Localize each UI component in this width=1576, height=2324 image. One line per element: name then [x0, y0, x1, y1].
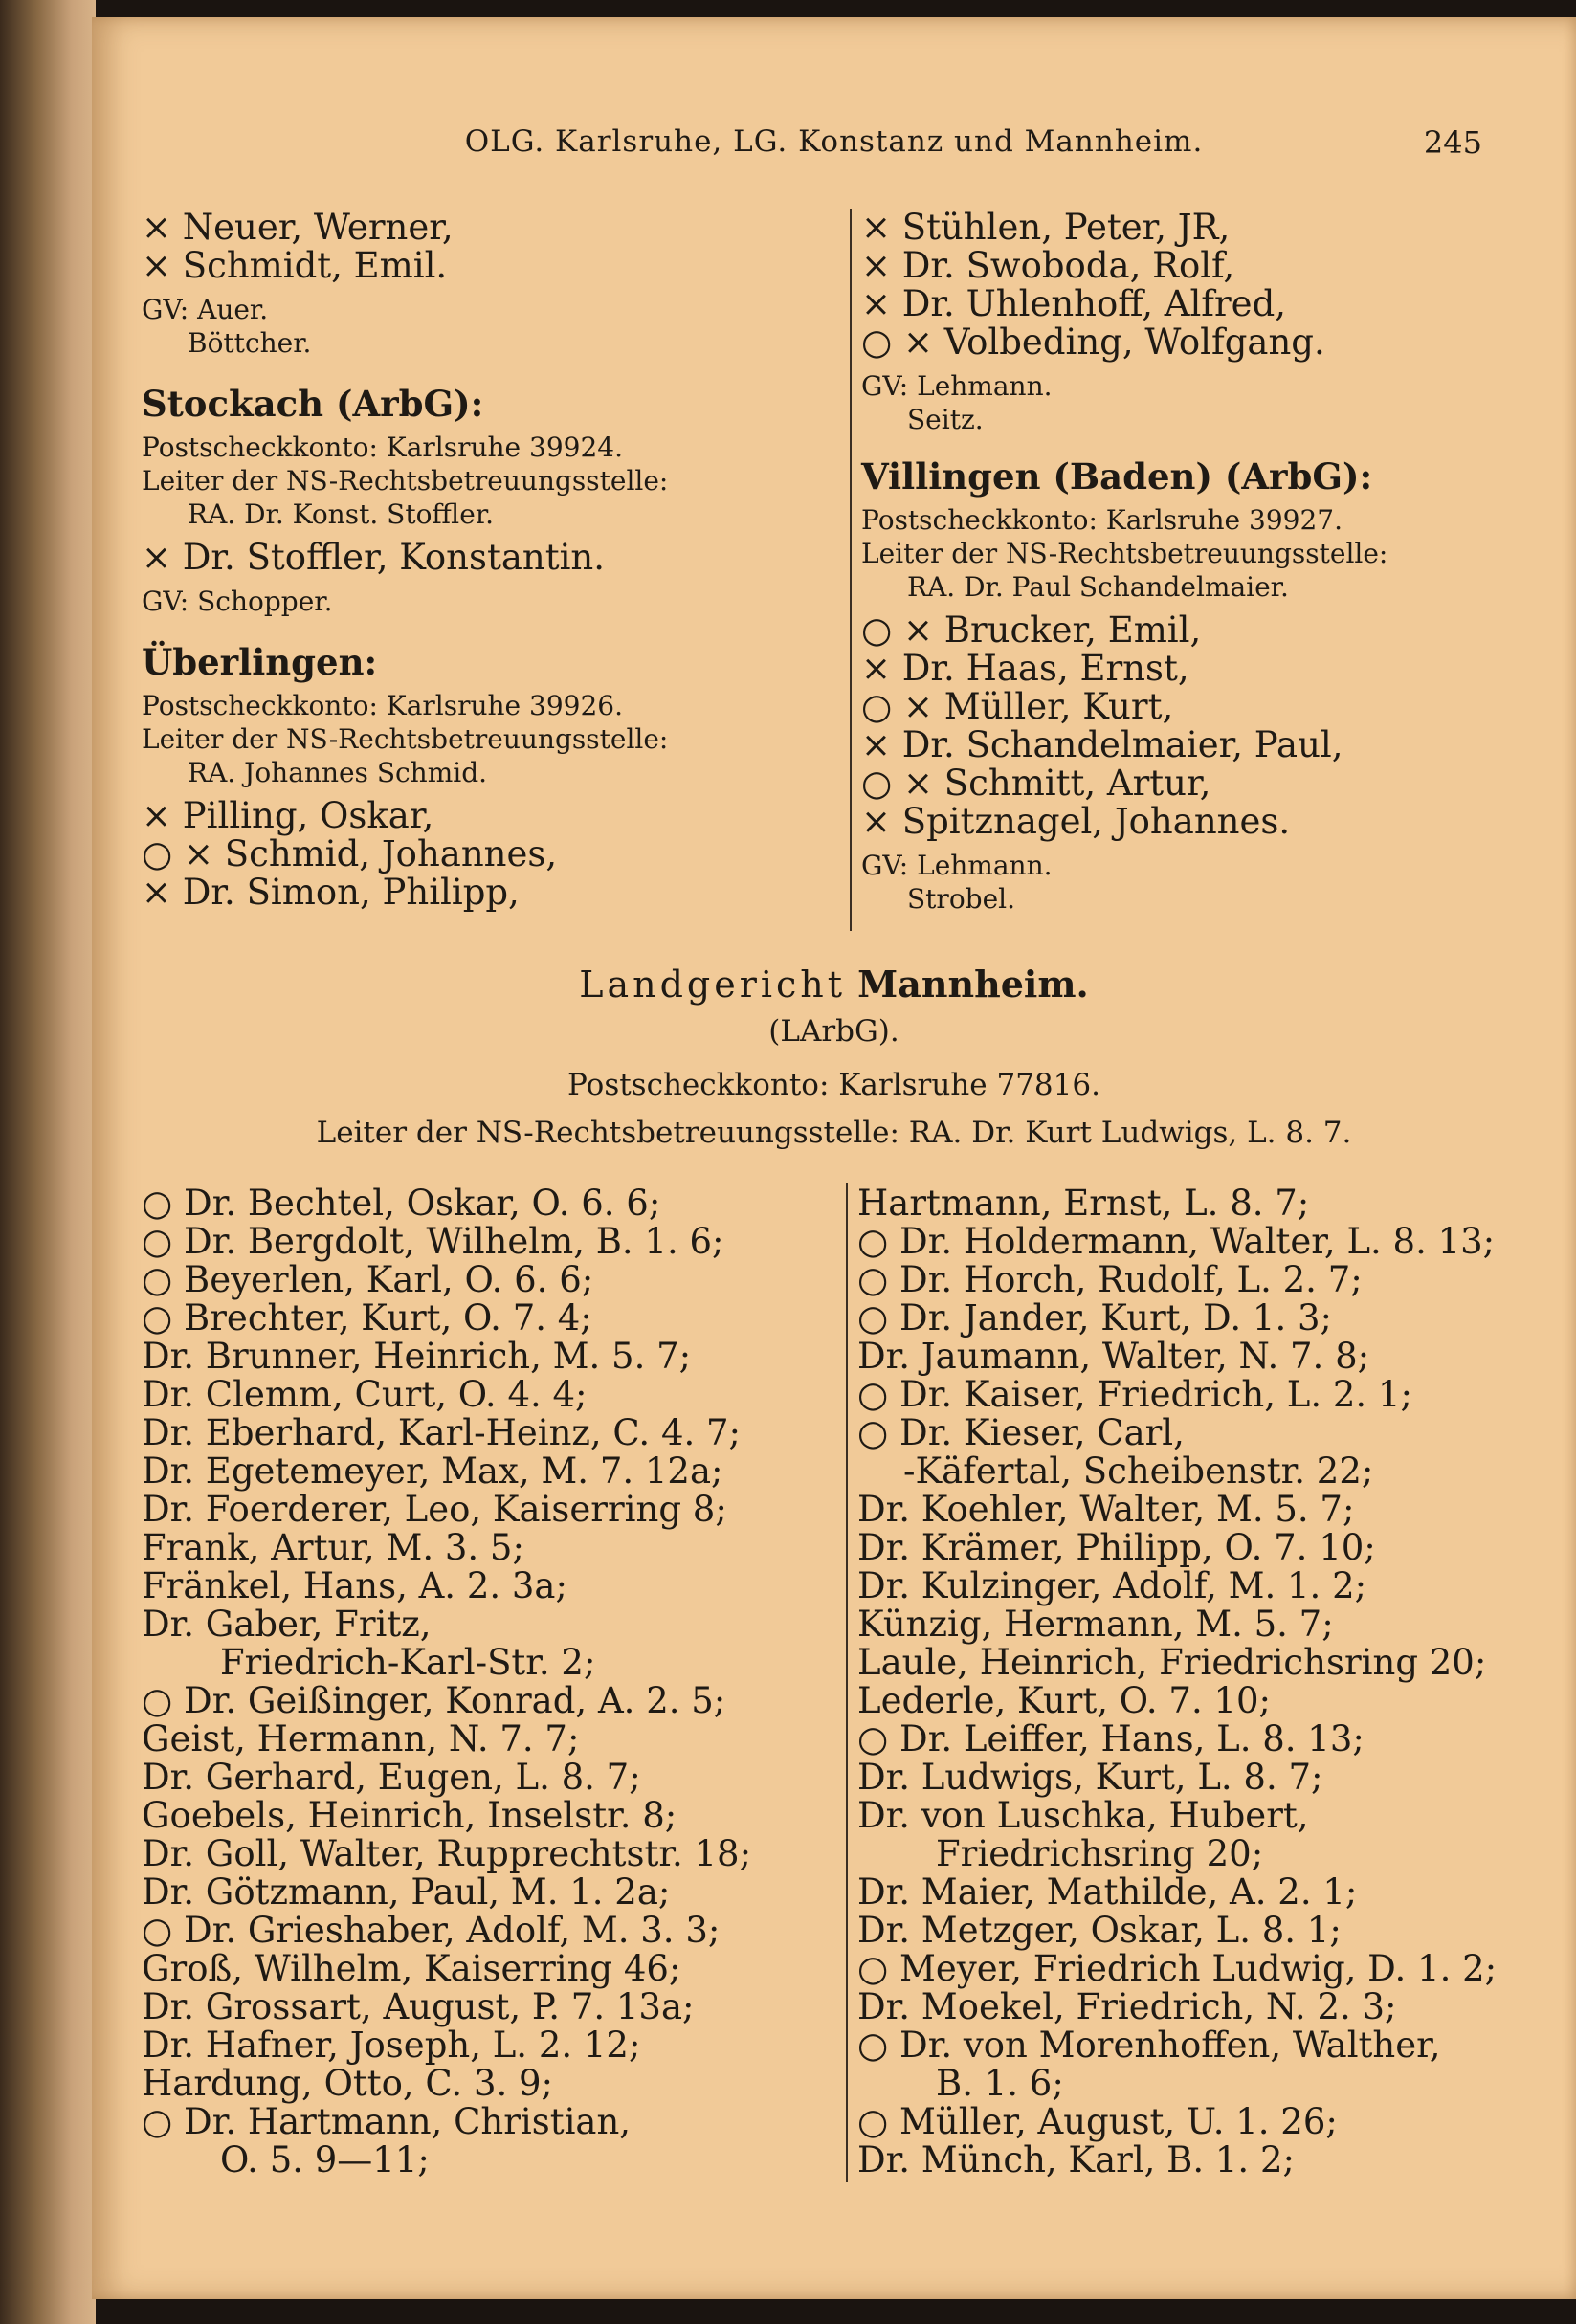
list-item: Fränkel, Hans, A. 2. 3a; — [142, 1565, 567, 1606]
list-item-continuation: Friedrich-Karl-Str. 2; — [220, 1642, 596, 1683]
list-item: ○ Dr. Jander, Kurt, D. 1. 3; — [857, 1297, 1332, 1339]
list-item: × Dr. Simon, Philipp, — [142, 872, 520, 913]
book-spine — [0, 0, 96, 2324]
bottom-left-column — [142, 1184, 869, 2180]
list-item: × Stühlen, Peter, JR, — [861, 207, 1231, 248]
list-item: Dr. Moekel, Friedrich, N. 2. 3; — [857, 1986, 1397, 2027]
list-item: ○ Meyer, Friedrich Ludwig, D. 1. 2; — [857, 1948, 1498, 1989]
list-item: ○ × Brucker, Emil, — [861, 609, 1202, 651]
list-item: ○ Dr. Bechtel, Oskar, O. 6. 6; — [142, 1183, 661, 1224]
landgericht-title — [92, 963, 1576, 1006]
section-heading-ueberlingen: Überlingen: — [142, 641, 378, 683]
list-item-continuation: O. 5. 9—11; — [220, 2139, 430, 2180]
list-item: × Dr. Uhlenhoff, Alfred, — [861, 283, 1287, 324]
list-item: Dr. Götzmann, Paul, M. 1. 2a; — [142, 1871, 671, 1913]
book-page — [92, 17, 1576, 2299]
list-item: ○ Brechter, Kurt, O. 7. 4; — [142, 1297, 592, 1339]
gv-line-extra: Strobel. — [907, 883, 1016, 915]
top-right-column — [861, 209, 1531, 916]
list-item: Frank, Artur, M. 3. 5; — [142, 1527, 524, 1568]
postscheck-line: Postscheckkonto: Karlsruhe 39926. — [142, 690, 624, 721]
gv-line-extra: Seitz. — [907, 404, 984, 435]
list-item: ○ Beyerlen, Karl, O. 6. 6; — [142, 1259, 594, 1300]
column-divider — [846, 1183, 848, 2182]
list-item: Dr. Eberhard, Karl-Heinz, C. 4. 7; — [142, 1412, 742, 1453]
list-item: Dr. Koehler, Walter, M. 5. 7; — [857, 1489, 1355, 1530]
list-item: ○ Dr. Horch, Rudolf, L. 2. 7; — [857, 1259, 1363, 1300]
list-item: × Dr. Haas, Ernst, — [861, 648, 1189, 689]
leiter-line: Leiter der NS-Rechtsbetreuungsstelle: — [142, 465, 669, 497]
gv-line: GV: Schopper. — [142, 586, 333, 617]
bottom-right-column — [857, 1184, 1565, 2180]
leiter-name: RA. Dr. Konst. Stoffler. — [188, 498, 495, 530]
list-item-continuation: -Käfertal, Scheibenstr. 22; — [903, 1450, 1374, 1492]
list-item: Dr. Ludwigs, Kurt, L. 8. 7; — [857, 1757, 1323, 1798]
leiter-line: Leiter der NS-Rechtsbetreuungsstelle: — [861, 538, 1388, 569]
list-item: ○ Dr. Holdermann, Walter, L. 8. 13; — [857, 1221, 1496, 1262]
list-item: ○ × Müller, Kurt, — [861, 686, 1174, 727]
list-item: ○ × Schmid, Johannes, — [142, 833, 558, 874]
list-item: Laule, Heinrich, Friedrichsring 20; — [857, 1642, 1487, 1683]
list-item: Dr. Maier, Mathilde, A. 2. 1; — [857, 1871, 1358, 1913]
list-item: Dr. Gerhard, Eugen, L. 8. 7; — [142, 1757, 641, 1798]
column-divider — [850, 209, 852, 931]
list-item: ○ × Volbeding, Wolfgang. — [861, 321, 1325, 363]
landgericht-subtitle: (LArbG). — [768, 1014, 899, 1049]
list-item: Dr. Grossart, August, P. 7. 13a; — [142, 1986, 695, 2027]
list-item: Dr. Metzger, Oskar, L. 8. 1; — [857, 1910, 1342, 1951]
list-item: Goebels, Heinrich, Inselstr. 8; — [142, 1795, 677, 1836]
landgericht-leiter: Leiter der NS-Rechtsbetreuungsstelle: RA. Dr. Kurt Ludwigs, L. 8. 7. — [316, 1116, 1352, 1150]
list-item: × Dr. Schandelmaier, Paul, — [861, 724, 1343, 765]
list-item: Künzig, Hermann, M. 5. 7; — [857, 1604, 1334, 1645]
landgericht-city: Mannheim. — [857, 963, 1089, 1006]
list-item: ○ Dr. Bergdolt, Wilhelm, B. 1. 6; — [142, 1221, 724, 1262]
section-heading-stockach: Stockach (ArbG): — [142, 383, 484, 425]
list-item: × Neuer, Werner, — [142, 207, 454, 248]
list-item: Dr. Foerderer, Leo, Kaiserring 8; — [142, 1489, 727, 1530]
list-item-continuation: B. 1. 6; — [936, 2063, 1064, 2104]
leiter-name: RA. Dr. Paul Schandelmaier. — [907, 571, 1289, 603]
list-item: ○ Dr. Grieshaber, Adolf, M. 3. 3; — [142, 1910, 721, 1951]
leiter-name: RA. Johannes Schmid. — [188, 757, 488, 788]
list-item: ○ Dr. Hartmann, Christian, — [142, 2101, 632, 2142]
list-item: Dr. Goll, Walter, Rupprechtstr. 18; — [142, 1833, 752, 1874]
list-item: × Pilling, Oskar, — [142, 795, 434, 836]
gv-line: GV: Lehmann. — [861, 370, 1053, 402]
list-item: ○ Dr. Kaiser, Friedrich, L. 2. 1; — [857, 1374, 1412, 1415]
gv-line: GV: Lehmann. — [861, 850, 1053, 881]
list-item: Dr. Clemm, Curt, O. 4. 4; — [142, 1374, 588, 1415]
list-item: ○ Müller, August, U. 1. 26; — [857, 2101, 1338, 2142]
gv-line-extra: Böttcher. — [188, 327, 312, 359]
list-item: Dr. Gaber, Fritz, — [142, 1604, 432, 1645]
landgericht-postscheck: Postscheckkonto: Karlsruhe 77816. — [567, 1068, 1100, 1102]
list-item: × Schmidt, Emil. — [142, 245, 448, 286]
leiter-line: Leiter der NS-Rechtsbetreuungsstelle: — [142, 723, 669, 755]
page-number: 245 — [1423, 124, 1482, 161]
list-item: ○ Dr. Geißinger, Konrad, A. 2. 5; — [142, 1680, 726, 1721]
list-item: Dr. Münch, Karl, B. 1. 2; — [857, 2139, 1295, 2180]
postscheck-line: Postscheckkonto: Karlsruhe 39927. — [861, 504, 1343, 536]
landgericht-prefix: Landgericht — [579, 963, 847, 1006]
list-item: Dr. Kulzinger, Adolf, M. 1. 2; — [857, 1565, 1367, 1606]
list-item: ○ Dr. Kieser, Carl, — [857, 1412, 1185, 1453]
list-item: × Spitznagel, Johannes. — [861, 801, 1291, 842]
list-item: × Dr. Stoffler, Konstantin. — [142, 537, 606, 578]
list-item: Hardung, Otto, C. 3. 9; — [142, 2063, 554, 2104]
list-item: Dr. Krämer, Philipp, O. 7. 10; — [857, 1527, 1376, 1568]
list-item: Dr. Jaumann, Walter, N. 7. 8; — [857, 1336, 1370, 1377]
list-item-continuation: Friedrichsring 20; — [936, 1833, 1264, 1874]
section-heading-villingen: Villingen (Baden) (ArbG): — [861, 455, 1373, 498]
list-item: Dr. Egetemeyer, Max, M. 7. 12a; — [142, 1450, 723, 1492]
top-left-column — [142, 207, 669, 913]
list-item: Geist, Hermann, N. 7. 7; — [142, 1718, 580, 1760]
list-item: Lederle, Kurt, O. 7. 10; — [857, 1680, 1272, 1721]
running-title: OLG. Karlsruhe, LG. Konstanz und Mannheim. — [464, 124, 1204, 159]
list-item: Hartmann, Ernst, L. 8. 7; — [857, 1183, 1310, 1224]
list-item: Groß, Wilhelm, Kaiserring 46; — [142, 1948, 681, 1989]
list-item: × Dr. Swoboda, Rolf, — [861, 245, 1235, 286]
list-item: Dr. Brunner, Heinrich, M. 5. 7; — [142, 1336, 692, 1377]
list-item: ○ Dr. Leiffer, Hans, L. 8. 13; — [857, 1718, 1365, 1760]
list-item: ○ Dr. von Morenhoffen, Walther, — [857, 2025, 1441, 2066]
list-item: ○ × Schmitt, Artur, — [861, 763, 1211, 804]
gv-line: GV: Auer. — [142, 294, 269, 325]
postscheck-line: Postscheckkonto: Karlsruhe 39924. — [142, 432, 624, 463]
list-item: Dr. Hafner, Joseph, L. 2. 12; — [142, 2025, 641, 2066]
list-item: Dr. von Luschka, Hubert, — [857, 1795, 1309, 1836]
